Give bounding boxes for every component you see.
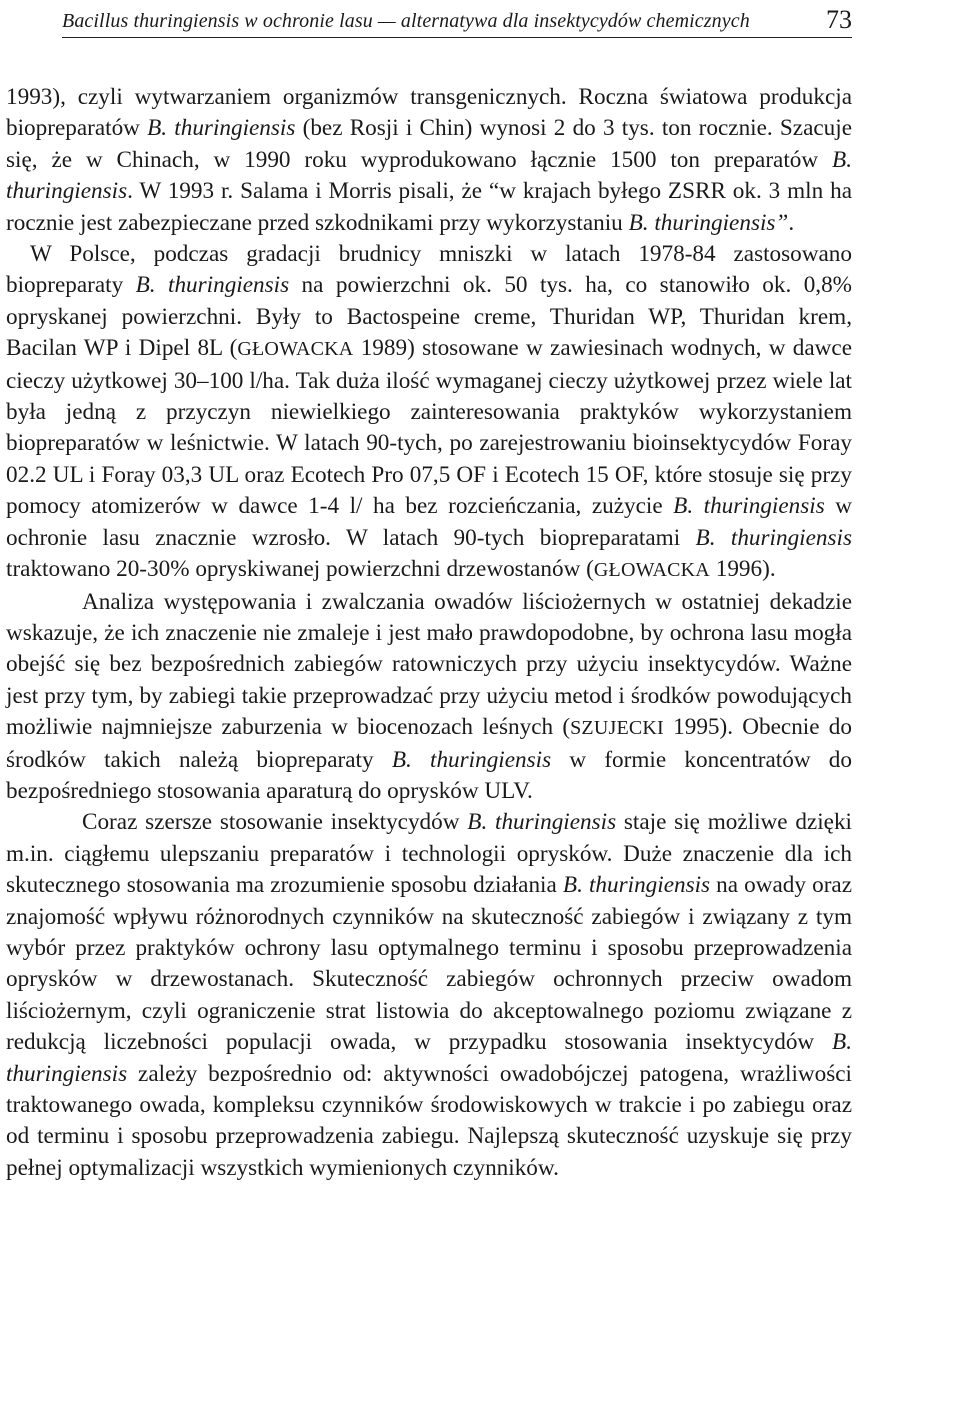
italic-term: B. thuringiensis xyxy=(562,872,711,899)
italic-term: B. thuringiensis xyxy=(6,146,852,205)
italic-term: B. thuringiensis xyxy=(6,1029,852,1087)
italic-term: B. thuringiensis” xyxy=(628,209,789,236)
paragraph xyxy=(6,807,852,1184)
paragraph xyxy=(6,239,852,586)
text-run: w ochronie lasu znacznie wzrosło. W latach 90-tych biopreparatami xyxy=(6,493,852,551)
text-run: zależy bezpośrednio od: aktywności owadobójczej patogena, wrażliwości traktowanego owada, kompleksu czynników środowiskowych w trakcie i po zabiegu oraz od terminu i sposobu przeprowadzenia zabiegu. Najlepszą skuteczność uzyskuje się przy pełnej optymalizacji wszystkich wymienionych czynników. xyxy=(6,1060,852,1181)
body-text xyxy=(6,82,852,1184)
text-run: . W 1993 r. Salama i Morris pisali, że “w krajach byłego ZSRR ok. 3 mln ha rocznie jest zabezpieczane przed szkodnikami przy wykorzystaniu xyxy=(6,178,852,236)
paragraph xyxy=(6,82,852,239)
italic-term: B. thuringiensis xyxy=(135,272,290,299)
text-run: . xyxy=(788,209,795,236)
citation-author: SZUJECKI xyxy=(570,717,664,740)
text-run: na owady oraz znajomość wpływu różnorodnych czynników na skuteczność zabiegów i związany z tym wybór przez praktyków ochrony lasu optymalnego terminu i sposobu przeprowadzenia oprysków w drzewostanach. Skuteczność zabiegów ochronnych przeciw owadom liściożernym, czyli ograniczenie strat listowia do akceptowalnego poziomu związane z redukcją liczebności populacji owada, w przypadku stosowania insektycydów xyxy=(6,872,852,1056)
citation-author: GŁOWACKA xyxy=(237,338,354,361)
italic-term: B. thuringiensis xyxy=(391,746,552,773)
text-run: (bez Rosji i Chin) wynosi 2 do 3 tys. ton rocznie. Szacuje się, że w Chinach, w 1990 roku wyprodukowano łącznie 1500 ton preparatów xyxy=(6,115,852,173)
text-run: Analiza występowania i zwalczania owadów liściożernych w ostatniej dekadzie wskazuje, że ich znaczenie nie zmaleje i jest mało prawdopodobne, by ochrona lasu mogła obejść się bez bezpośrednich zabiegów ratowniczych przy użyciu insektycydów. Ważne jest przy tym, by zabiegi takie przeprowadzać przy użyciu metod i środków powodujących możliwie najmniejsze zaburzenia w biocenozach leśnych ( xyxy=(6,588,852,741)
paragraph xyxy=(6,587,852,808)
text-run: 1993), czyli wytwarzaniem organizmów transgenicznych. Roczna światowa produkcja biopreparatów xyxy=(6,84,852,142)
running-title: Bacillus thuringiensis w ochronie lasu — alternatywa dla insektycydów chemicznych xyxy=(62,10,750,32)
italic-term: B. thuringiensis xyxy=(467,809,617,836)
italic-term: B. thuringiensis xyxy=(147,115,296,142)
text-run: traktowano 20-30% opryskiwanej powierzchni drzewostanów ( xyxy=(6,556,594,583)
text-run: 1989) stosowane w zawiesinach wodnych, w dawce cieczy użytkowej 30–100 l/ha. Tak duża ilość wymaganej cieczy użytkowej przez wiele lat była jedną z przyczyn niewielkiego zainteresowania praktyków wykorzystaniem biopreparatów w leśnictwie. W latach 90-tych, po zarejestrowaniu bioinsektycydów Foray 02.2 UL i Foray 03,3 UL oraz Ecotech Pro 07,5 OF i Ecotech 15 OF, które stosuje się przy pomocy atomizerów w dawce 1-4 l/ ha bez rozcieńczania, zużycie xyxy=(6,335,852,520)
citation-author: GŁOWACKA xyxy=(593,559,710,582)
italic-term: B. thuringiensis xyxy=(673,493,825,520)
page-number: 73 xyxy=(826,5,852,34)
text-run: na powierzchni ok. 50 tys. ha, co stanowiło ok. 0,8% opryskanej powierzchni. Były to Bactospeine creme, Thuridan WP, Thuridan krem, Bacilan WP i Dipel 8L ( xyxy=(6,272,852,362)
text-run: 1995). Obecnie do środków takich należą biopreparaty xyxy=(6,714,852,773)
text-run: Coraz szersze stosowanie insektycydów xyxy=(82,809,468,836)
running-header xyxy=(62,0,852,38)
text-run: W Polsce, podczas gradacji brudnicy mniszki w latach 1978-84 zastosowano biopreparaty xyxy=(6,241,852,299)
text-run: w formie koncentratów do bezpośredniego stosowania aparaturą do oprysków ULV. xyxy=(6,746,852,804)
italic-term: B. thuringiensis xyxy=(695,524,852,551)
text-run: staje się możliwe dzięki m.in. ciągłemu ulepszaniu preparatów i technologii oprysków. Duże znaczenie dla ich skutecznego stosowania ma zrozumienie sposobu działania xyxy=(6,809,852,899)
text-run: 1996). xyxy=(709,556,776,583)
